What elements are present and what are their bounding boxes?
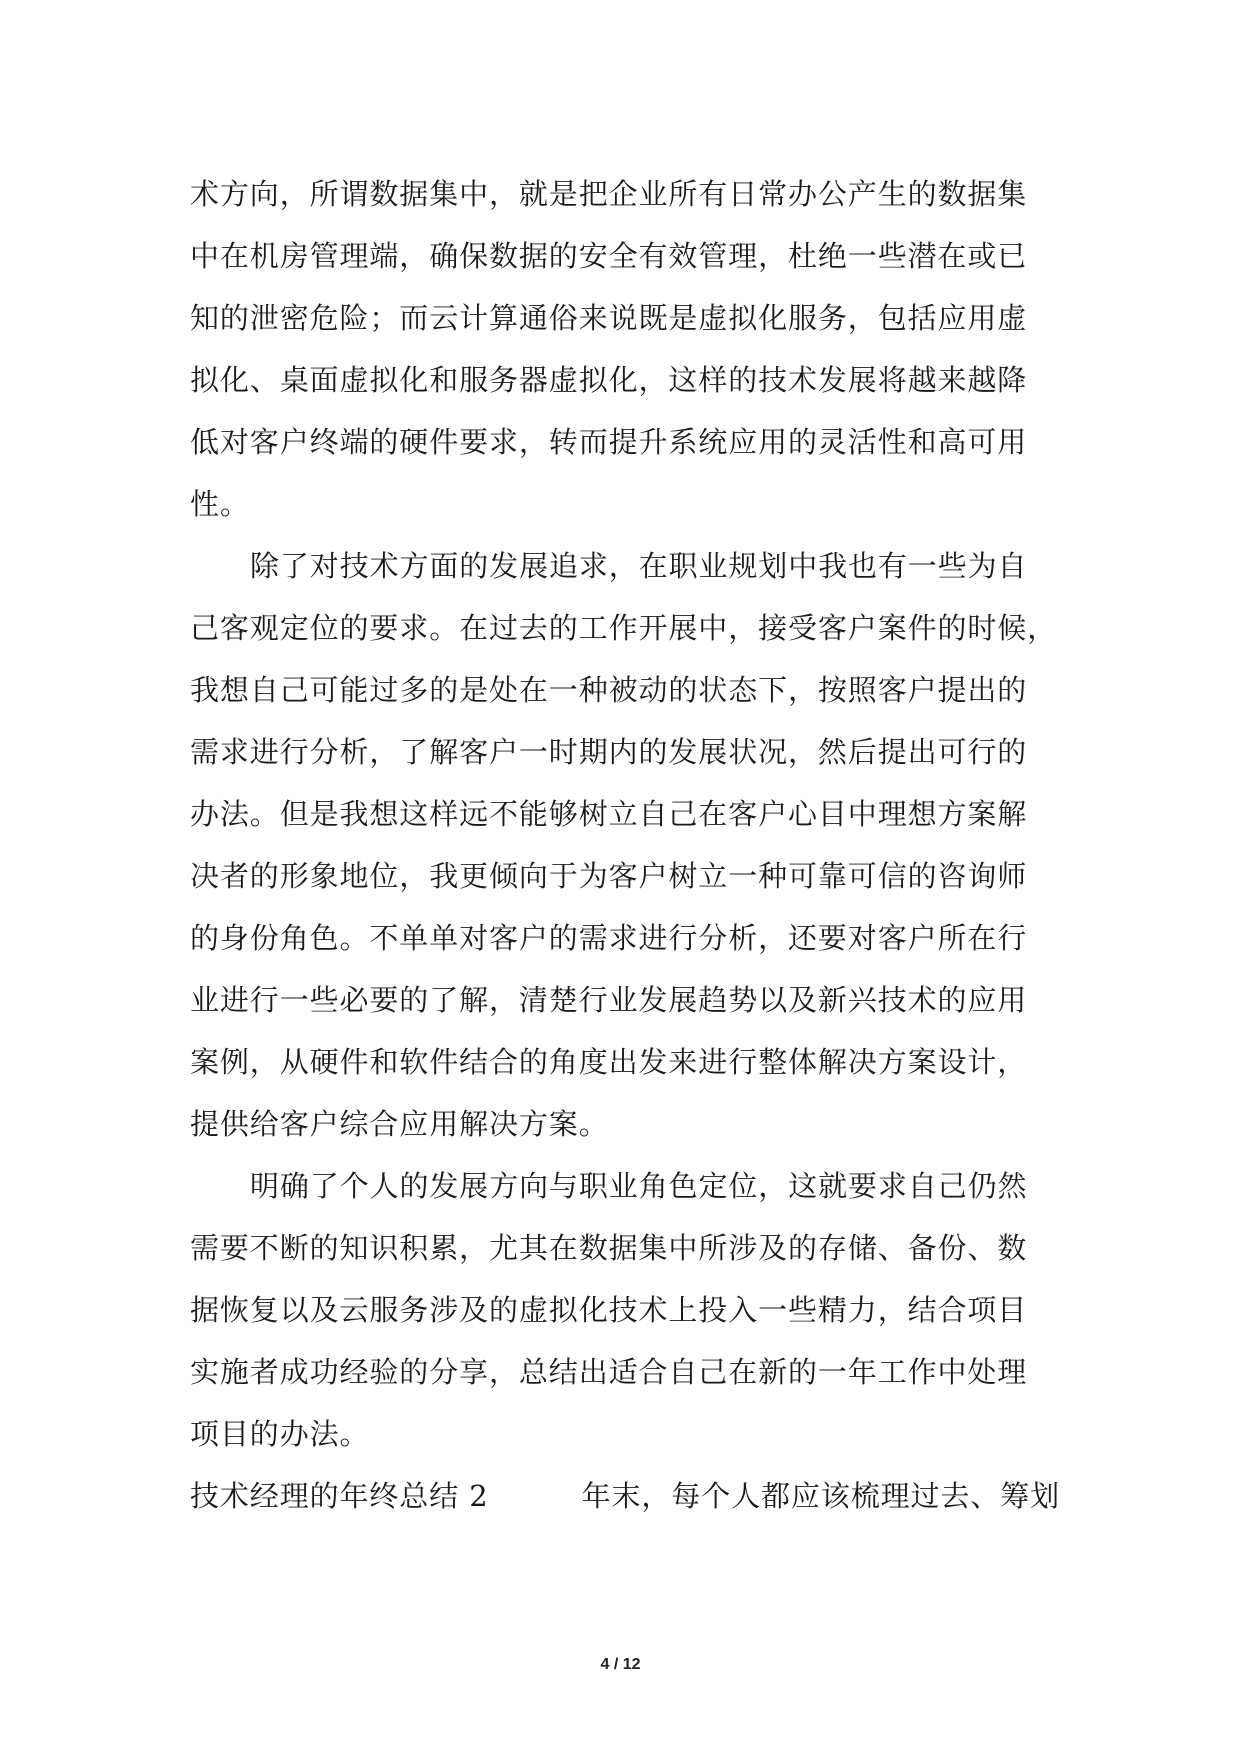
page-number: 4 / 12: [600, 1656, 641, 1673]
paragraph-line: 业进行一些必要的了解，清楚行业发展趋势以及新兴技术的应用: [190, 983, 1028, 1017]
paragraph-line: 术方向，所谓数据集中，就是把企业所有日常办公产生的数据集: [190, 177, 1028, 211]
document-body: [190, 163, 1060, 1527]
section-heading-continuation: 年末，每个人都应该梳理过去、筹划: [581, 1479, 1060, 1513]
section-heading-title: 技术经理的年终总结 2: [190, 1479, 489, 1513]
paragraph-line: 办法。但是我想这样远不能够树立自己在客户心目中理想方案解: [190, 797, 1028, 831]
paragraph-line: 案例，从硬件和软件结合的角度出发来进行整体解决方案设计，: [190, 1045, 1028, 1079]
paragraph-3: [190, 1155, 1060, 1465]
paragraph-line: 提供给客户综合应用解决方案。: [190, 1107, 609, 1141]
paragraph-line: 中在机房管理端，确保数据的安全有效管理，杜绝一些潜在或已: [190, 239, 1028, 273]
paragraph-2: [190, 535, 1060, 1155]
paragraph-line: 需要不断的知识积累，尤其在数据集中所涉及的存储、备份、数: [190, 1231, 1028, 1265]
paragraph-line: 明确了个人的发展方向与职业角色定位，这就要求自己仍然: [250, 1169, 1028, 1203]
paragraph-line: 拟化、桌面虚拟化和服务器虚拟化，这样的技术发展将越来越降: [190, 363, 1028, 397]
paragraph-line: 性。: [190, 487, 250, 521]
section-heading-line: [190, 1465, 1060, 1527]
paragraph-1: [190, 163, 1060, 535]
paragraph-line: 的身份角色。不单单对客户的需求进行分析，还要对客户所在行: [190, 921, 1028, 955]
paragraph-line: 己客观定位的要求。在过去的工作开展中，接受客户案件的时候，: [190, 611, 1058, 645]
paragraph-line: 我想自己可能过多的是处在一种被动的状态下，按照客户提出的: [190, 673, 1028, 707]
paragraph-line: 除了对技术方面的发展追求，在职业规划中我也有一些为自: [250, 549, 1028, 583]
paragraph-line: 低对客户终端的硬件要求，转而提升系统应用的灵活性和高可用: [190, 425, 1028, 459]
paragraph-line: 知的泄密危险；而云计算通俗来说既是虚拟化服务，包括应用虚: [190, 301, 1028, 335]
paragraph-line: 实施者成功经验的分享，总结出适合自己在新的一年工作中处理: [190, 1355, 1028, 1389]
paragraph-line: 需求进行分析，了解客户一时期内的发展状况，然后提出可行的: [190, 735, 1028, 769]
paragraph-line: 决者的形象地位，我更倾向于为客户树立一种可靠可信的咨询师: [190, 859, 1028, 893]
paragraph-line: 项目的办法。: [190, 1417, 370, 1451]
paragraph-line: 据恢复以及云服务涉及的虚拟化技术上投入一些精力，结合项目: [190, 1293, 1028, 1327]
